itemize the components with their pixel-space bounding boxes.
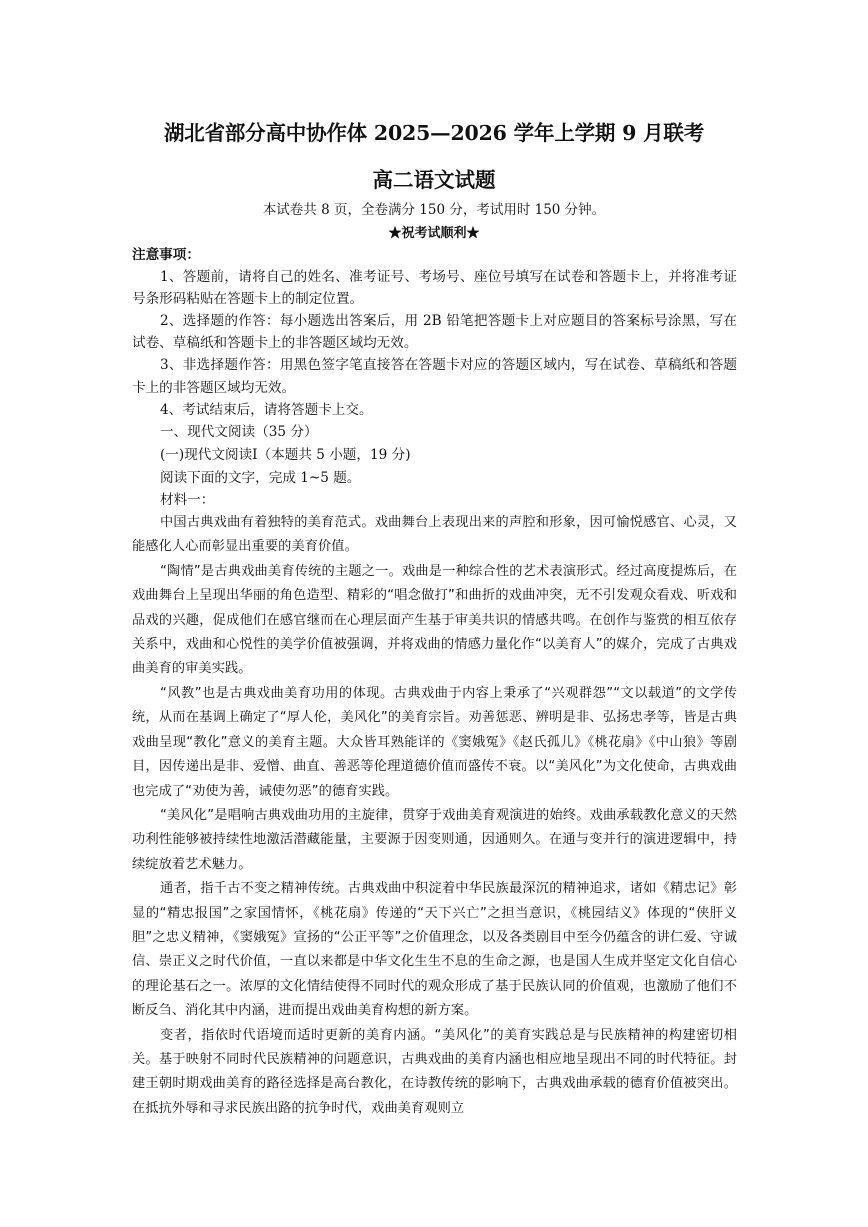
exam-subtitle: 高二语文试题 — [372, 168, 496, 192]
notice-item: 3、非选择题作答：用黑色签字笔直接答在答题卡对应的答题区域内，写在试卷、草稿纸和答题卡上的非答题区域均无效。 — [132, 357, 737, 396]
material-label: 材料一： — [160, 491, 215, 508]
section-instruction: 阅读下面的文字，完成 1~5 题。 — [160, 469, 361, 486]
notice-heading: 注意事项： — [132, 247, 200, 263]
notice-item: 2、选择题的作答：每小题选出答案后，用 2B 铅笔把答题卡上对应题目的答案标号涂黑，写在试卷、草稿纸和答题卡上的非答题区域均无效。 — [132, 313, 737, 352]
notice-item: 1、答题前，请将自己的姓名、准考证号、考场号、座位号填写在试卷和答题卡上，并将准考证号条形码粘贴在答题卡上的制定位置。 — [132, 269, 737, 308]
article-paragraph: 变者，指依时代语境而适时更新的美育内涵。“美风化”的美育实践总是与民族精神的构建密切相关。基于映射不同时代民族精神的问题意识，古典戏曲的美育内涵也相应地呈现出不同的时代特征。封建王朝时期戏曲美育的路径选择是高台教化，在诗教传统的影响下，古典戏曲承载的德育价值被突出。在抵抗外辱和寻求民族出路的抗争时代，戏曲美育观则立 — [132, 1027, 737, 1116]
section-part-title: 一、现代文阅读（35 分） — [160, 423, 318, 440]
exam-info: 本试卷共 8 页，全卷满分 150 分，考试用时 150 分钟。 — [262, 202, 606, 218]
section-sub-title: (一)现代文阅读Ⅰ（本题共 5 小题，19 分) — [160, 446, 411, 463]
good-luck-line: ★祝考试顺利★ — [388, 226, 480, 241]
exam-body — [132, 244, 737, 1121]
article-paragraph: “风教”也是古典戏曲美育功用的体现。古典戏曲于内容上秉承了“兴观群怨”“文以载道”的文学传统，从而在基调上确定了“厚人伦，美风化”的美育宗旨。劝善惩恶、辨明是非、弘扬忠孝等，皆是古典戏曲呈现“教化”意义的美育主题。大众皆耳熟能详的《窦娥冤》《赵氏孤儿》《桃花扇》《中山狼》等剧目，因传递出是非、爱憎、曲直、善恶等伦理道德价值而盛传不衰。以“美风化”为文化使命，古典戏曲也完成了“劝使为善，诫使勿恶”的德育实践。 — [132, 685, 737, 799]
notice-item: 4、考试结束后，请将答题卡上交。 — [160, 401, 373, 418]
article-paragraph: “陶情”是古典戏曲美育传统的主题之一。戏曲是一种综合性的艺术表演形式。经过高度提炼后，在戏曲舞台上呈现出华丽的角色造型、精彩的“唱念做打”和曲折的戏曲冲突，无不引发观众看戏、听戏和品戏的兴趣，促成他们在感官继而在心理层面产生基于审美共识的情感共鸣。在创作与鉴赏的相互依存关系中，戏曲和心悦性的美学价值被强调，并将戏曲的情感力量化作“以美育人”的媒介，完成了古典戏曲美育的审美实践。 — [132, 563, 737, 677]
article-paragraph: 中国古典戏曲有着独特的美育范式。戏曲舞台上表现出来的声腔和形象，因可愉悦感官、心灵，又能感化人心而彰显出重要的美育价值。 — [132, 515, 737, 555]
article-material-one — [132, 511, 737, 1121]
exam-title: 湖北省部分高中协作体 2025—2026 学年上学期 9 月联考 — [163, 121, 705, 145]
article-paragraph: “美风化”是唱响古典戏曲功用的主旋律，贯穿于戏曲美育观演进的始终。戏曲承载教化意义的天然功利性能够被持续性地激活潜藏能量，主要源于因变则通，因通则久。在通与变并行的演进逻辑中，持续绽放着艺术魅力。 — [132, 807, 737, 872]
article-paragraph: 通者，指千古不变之精神传统。古典戏曲中积淀着中华民族最深沉的精神追求，诸如《精忠记》彰显的“精忠报国”之家国情怀，《桃花扇》传递的“天下兴亡”之担当意识，《桃园结义》体现的“侠肝义胆”之忠义精神，《窦娥冤》宣扬的“公正平等”之价值理念，以及各类剧目中至今仍蕴含的讲仁爱、守诚信、崇正义之时代价值，一直以来都是中华文化生生不息的生命之源，也是国人生成并坚定文化自信心的理论基石之一。浓厚的文化情结使得不同时代的观众形成了基于民族认同的价值观，也激励了他们不断反刍、消化其中内涵，进而提出戏曲美育构想的新方案。 — [132, 881, 737, 1019]
